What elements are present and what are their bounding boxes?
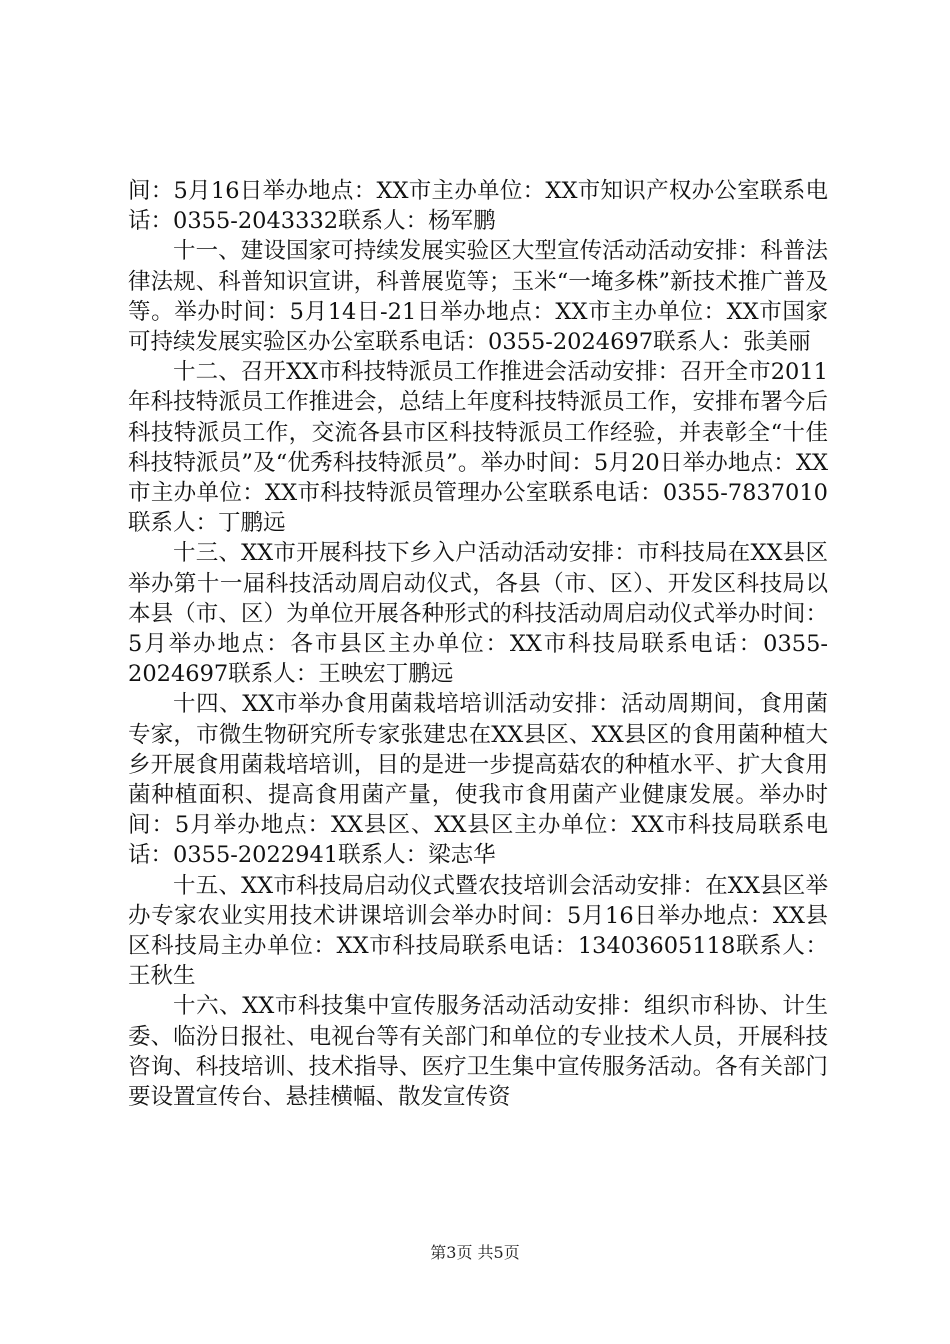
page-footer (0, 1240, 950, 1263)
paragraph-continued: 间：5月16日举办地点：XX市主办单位：XX市知识产权办公室联系电话：0355-2043332联系人：杨军鹏 (128, 178, 828, 235)
paragraph-item-14: 十四、XX市举办食用菌栽培培训活动安排：活动周期间，食用菌专家，市微生物研究所专家张建忠在XX县区、XX县区的食用菌种植大乡开展食用菌栽培培训，目的是进一步提高菇农的种植水平、扩大食用菌种植面积、提高食用菌产量，使我市食用菌产业健康发展。举办时间：5月举办地点：XX县区、XX县区主办单位：XX市科技局联系电话：0355-2022941联系人：梁志华 (128, 691, 828, 869)
paragraph-item-16: 十六、XX市科技集中宣传服务活动活动安排：组织市科协、计生委、临汾日报社、电视台等有关部门和单位的专业技术人员，开展科技咨询、科技培训、技术指导、医疗卫生集中宣传服务活动。各有关部门要设置宣传台、悬挂横幅、散发宣传资 (128, 993, 828, 1111)
document-body (128, 176, 828, 1112)
page-indicator: 第3页 共5页 (430, 1243, 520, 1262)
paragraph-item-13: 十三、XX市开展科技下乡入户活动活动安排：市科技局在XX县区举办第十一届科技活动周启动仪式，各县（市、区）、开发区科技局以本县（市、区）为单位开展各种形式的科技活动周启动仪式举办时间：5月举办地点：各市县区主办单位：XX市科技局联系电话：0355-2024697联系人：王映宏丁鹏远 (128, 540, 828, 688)
paragraph-item-15: 十五、XX市科技局启动仪式暨农技培训会活动安排：在XX县区举办专家农业实用技术讲课培训会举办时间：5月16日举办地点：XX县区科技局主办单位：XX市科技局联系电话：13403605118联系人：王秋生 (128, 872, 828, 990)
paragraph-item-12: 十二、召开XX市科技特派员工作推进会活动安排：召开全市2011年科技特派员工作推进会，总结上年度科技特派员工作，安排布署今后科技特派员工作，交流各县市区科技特派员工作经验，并表彰全“十佳科技特派员”及“优秀科技特派员”。举办时间：5月20日举办地点：XX市主办单位：XX市科技特派员管理办公室联系电话：0355-7837010联系人：丁鹏远 (128, 359, 828, 537)
paragraph-item-11: 十一、建设国家可持续发展实验区大型宣传活动活动安排：科普法律法规、科普知识宣讲，科普展览等；玉米“一埯多株”新技术推广普及等。举办时间：5月14日-21日举办地点：XX市主办单位：XX市国家可持续发展实验区办公室联系电话：0355-2024697联系人：张美丽 (128, 238, 828, 356)
